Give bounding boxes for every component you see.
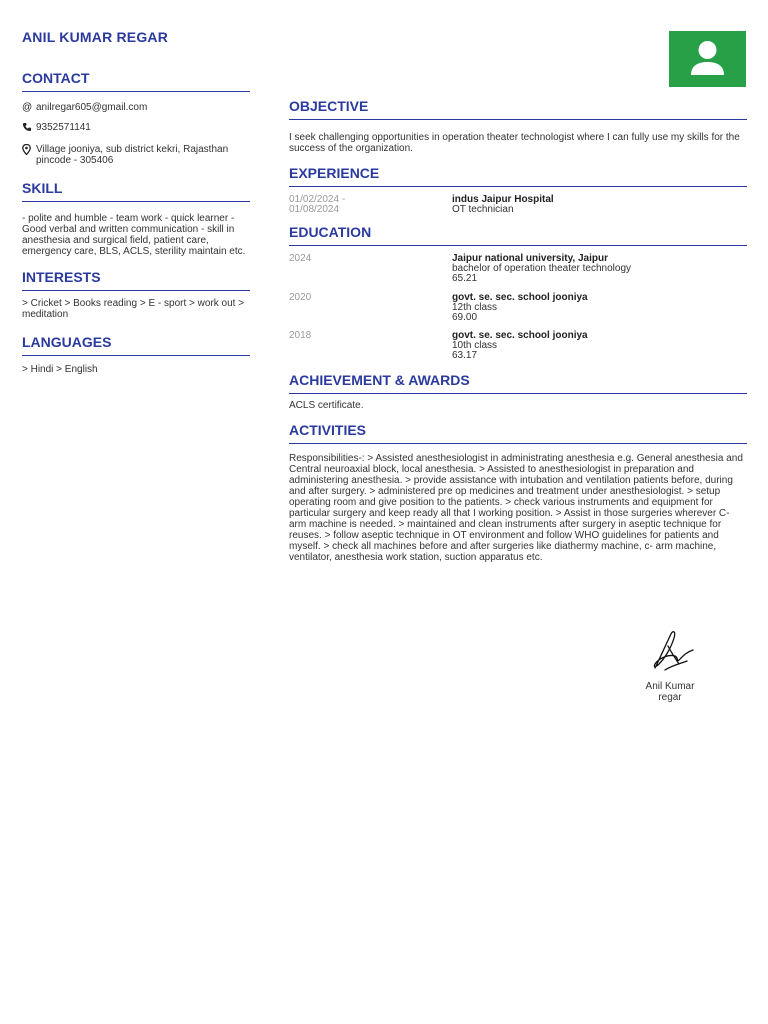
achievements-heading: ACHIEVEMENT & AWARDS — [289, 372, 747, 394]
contact-heading: CONTACT — [22, 70, 250, 92]
signature-image — [635, 628, 705, 676]
experience-detail — [452, 195, 554, 215]
education-score: 63.17 — [452, 350, 478, 361]
signature-block — [633, 628, 707, 703]
signature-name-line1: Anil Kumar — [645, 681, 695, 692]
location-pin-icon — [22, 144, 36, 158]
education-detail — [452, 331, 588, 361]
education-detail — [452, 254, 631, 284]
objective-section — [289, 98, 747, 154]
interests-heading: INTERESTS — [22, 269, 250, 291]
education-degree: 10th class — [452, 340, 498, 351]
languages-heading: LANGUAGES — [22, 334, 250, 356]
phone-text: 9352571141 — [36, 122, 91, 133]
experience-role: OT technician — [452, 204, 514, 215]
experience-item — [289, 195, 747, 215]
education-year: 2020 — [289, 292, 312, 303]
education-school: govt. se. sec. school jooniya — [452, 292, 588, 303]
left-column — [22, 70, 250, 375]
signature-name-line2: regar — [658, 692, 682, 703]
address-text: Village jooniya, sub district kekri, Rajasthan pincode - 305406 — [36, 144, 229, 166]
experience-date-start: 01/02/2024 - — [289, 194, 346, 205]
education-item — [289, 331, 747, 361]
objective-text: I seek challenging opportunities in operation theater technologist where I can fully use my skills for the success of the organization. — [289, 132, 740, 154]
experience-org: indus Jaipur Hospital — [452, 194, 554, 205]
education-year: 2024 — [289, 253, 312, 264]
avatar — [669, 31, 746, 87]
at-icon: @ — [22, 102, 33, 113]
education-section — [289, 224, 747, 361]
languages-text: > Hindi > English — [22, 364, 98, 375]
phone-icon — [22, 122, 36, 135]
email-text: anilregar605@gmail.com — [36, 102, 148, 113]
education-school: Jaipur national university, Jaipur — [452, 253, 608, 264]
email-row — [22, 102, 250, 113]
activities-section — [289, 422, 747, 563]
skill-heading: SKILL — [22, 180, 250, 202]
education-score: 65.21 — [452, 273, 478, 284]
objective-heading: OBJECTIVE — [289, 98, 747, 120]
right-column — [289, 98, 747, 563]
address-row — [22, 144, 250, 166]
education-year: 2018 — [289, 330, 312, 341]
education-degree: 12th class — [452, 302, 498, 313]
interests-text: > Cricket > Books reading > E - sport > work out > meditation — [22, 298, 245, 320]
contact-section — [22, 70, 250, 166]
phone-row — [22, 122, 250, 135]
languages-section — [22, 334, 250, 375]
skill-text: - polite and humble - team work - quick learner - Good verbal and written communication - skill in anesthesia and surgical field, patient care, emergency care, BLS, ACLS, sterility maintain etc. — [22, 213, 246, 257]
education-item — [289, 254, 747, 284]
education-school: govt. se. sec. school jooniya — [452, 330, 588, 341]
education-heading: EDUCATION — [289, 224, 747, 246]
achievements-section — [289, 372, 747, 411]
experience-dates — [289, 195, 452, 215]
candidate-name: ANIL KUMAR REGAR — [22, 29, 169, 45]
activities-heading: ACTIVITIES — [289, 422, 747, 444]
experience-section — [289, 165, 747, 215]
achievements-text: ACLS certificate. — [289, 400, 364, 411]
interests-section — [22, 269, 250, 320]
experience-date-end: 01/08/2024 — [289, 204, 340, 215]
education-score: 69.00 — [452, 312, 478, 323]
experience-heading: EXPERIENCE — [289, 165, 747, 187]
education-detail — [452, 293, 588, 323]
education-item — [289, 293, 747, 323]
education-degree: bachelor of operation theater technology — [452, 263, 632, 274]
person-icon — [669, 31, 746, 87]
skill-section — [22, 180, 250, 257]
activities-text: Responsibilities-: > Assisted anesthesiologist in administrating anesthesia e.g. General anesthesia and Central neuroaxial block, local anesthesia. > Assisted to anesthesiologist in preparation and administering anesthesia. > provide assistance with intubation and ventilation patients before, during and after surgery. > administered pre op medicines and treatment under anesthesiologist. > setup operating room and give position to the patients. > check various instruments and equipment for particular surgery and keep ready all that I working position. > Assist in those surgeries wherever C- arm machine is needed. > maintained and clean instruments after surgery in aseptic technique for reuses. > follow aseptic technique in OT environment and follow WHO guidelines for patients and myself. > check all machines before and after surgeries like diathermy machine, c- arm machine, ventilator, anesthesia work station, suction apparatus etc. — [289, 453, 743, 563]
